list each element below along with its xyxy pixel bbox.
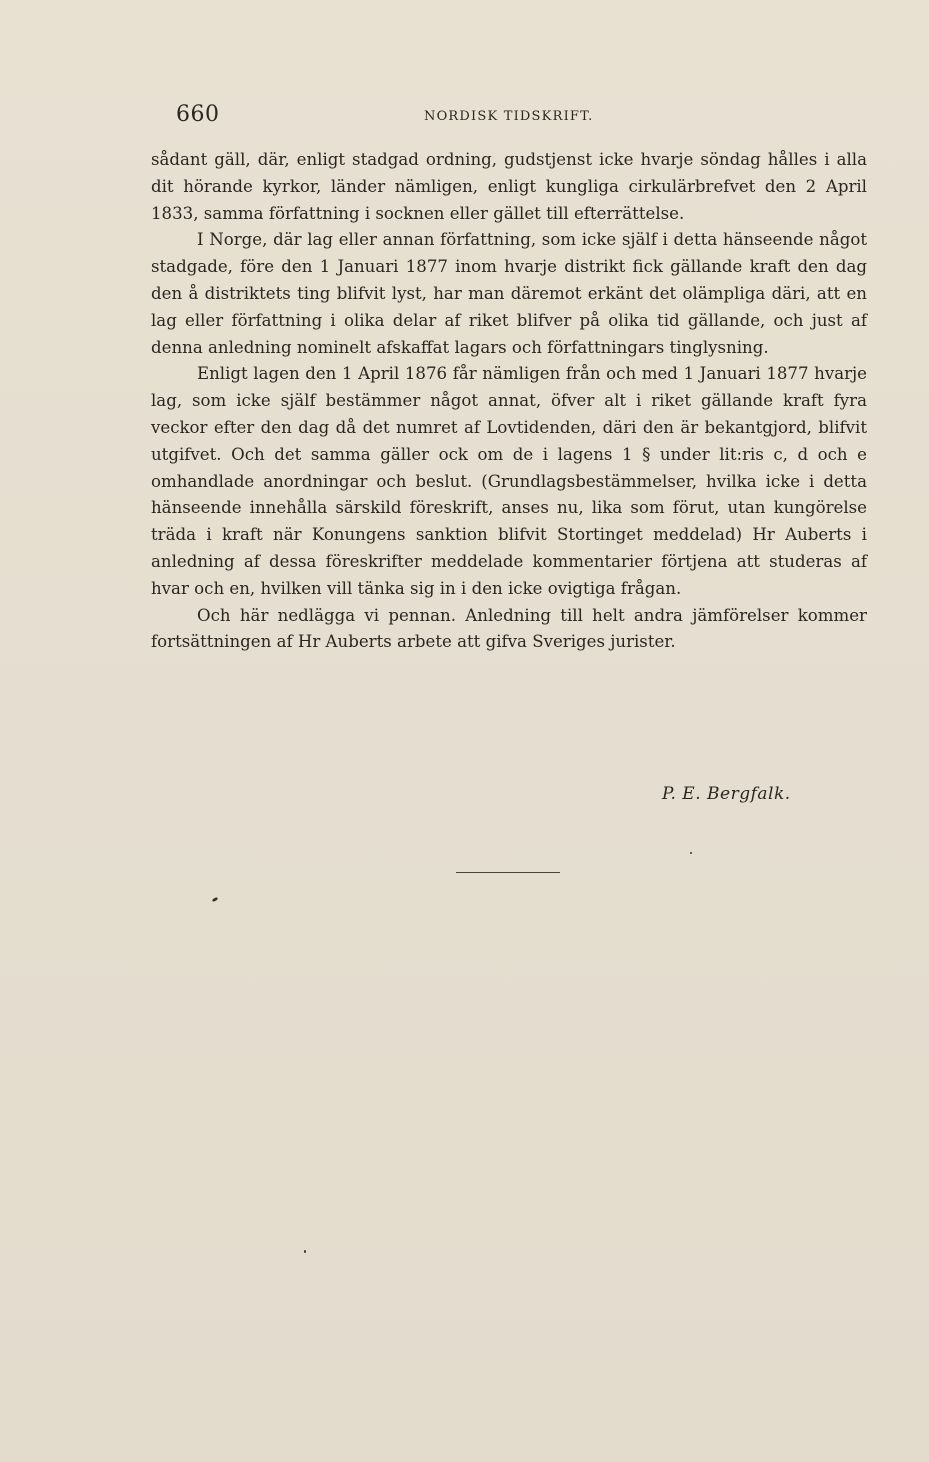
- body-text: [151, 147, 867, 656]
- running-head: NORDISK TIDSKRIFT.: [424, 109, 594, 124]
- page-header: [176, 102, 866, 132]
- paragraph-1: sådant gäll, där, enligt stadgad ordning, gudstjenst icke hvarje söndag hålles i alla dit hörande kyrkor, länder nämligen, enligt kungliga cirkulärbrefvet den 2 April 1833, samma författning i socknen eller gället till efterrättelse.: [151, 150, 867, 223]
- author-signature: P. E. Bergfalk.: [662, 784, 791, 804]
- ink-speck: [212, 897, 219, 903]
- ink-speck: [690, 852, 692, 854]
- page-number: 660: [176, 102, 220, 127]
- end-rule: [456, 872, 560, 873]
- paragraph-4: Och här nedlägga vi pennan. Anledning till helt andra jämförelser kommer fortsättningen af Hr Auberts arbete att gifva Sveriges jurister.: [151, 605, 867, 652]
- ink-speck: [304, 1250, 306, 1253]
- paragraph-3: Enligt lagen den 1 April 1876 får nämligen från och med 1 Januari 1877 hvarje lag, som icke själf bestämmer något annat, öfver alt i riket gällande kraft fyra veckor efter den dag då det numret af Lovtidenden, däri den är bekantgjord, blifvit utgifvet. Och det samma gäller ock om de i lagens 1 § under lit:ris c, d och e omhandlade anordningar och beslut. (Grundlagsbestämmelser, hvilka icke i detta hänseende innehålla särskild föreskrift, anses nu, lika som förut, utan kungörelse träda i kraft när Konungens sanktion blifvit Stortinget meddelad) Hr Auberts i anledning af dessa föreskrifter meddelade kommentarier förtjena att studeras af hvar och en, hvilken vill tänka sig in i den icke ovigtiga frågan.: [151, 364, 867, 598]
- paragraph-2: I Norge, där lag eller annan författning, som icke själf i detta hänseende något stadgade, före den 1 Januari 1877 inom hvarje distrikt fick gällande kraft den dag den å distriktets ting blifvit lyst, har man däremot erkänt det olämpliga däri, att en lag eller författning i olika delar af riket blifver på olika tid gällande, och just af denna anledning nominelt afskaffat lagars och författningars tinglysning.: [151, 230, 867, 357]
